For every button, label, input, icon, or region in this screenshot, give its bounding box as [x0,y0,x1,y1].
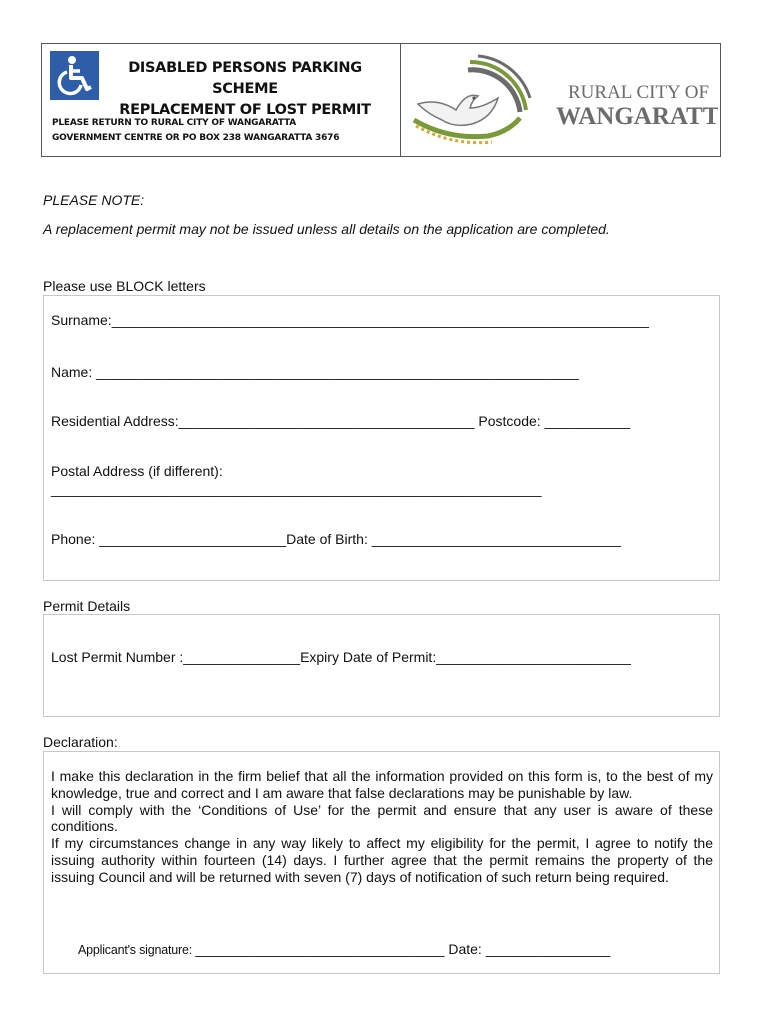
residential-address-row [51,413,630,429]
postcode-label: Postcode: [474,413,545,429]
postal-address-field[interactable]: _______________________________________________________________ [51,481,542,497]
wheelchair-icon [50,51,99,100]
block-letters-label: Please use BLOCK letters [43,278,206,294]
note-heading: PLEASE NOTE: [43,192,145,208]
permit-details-label: Permit Details [43,598,131,614]
signature-label: Applicant's signature: [78,943,196,957]
expiry-date-field[interactable]: _________________________ [436,649,631,665]
surname-field[interactable]: Surname:_____________________________________________________________________ [51,312,649,328]
residential-address-field[interactable]: ______________________________________ [178,413,475,429]
return-address [52,116,339,146]
postcode-field[interactable]: ___________ [544,413,631,429]
permit-details-box [43,614,720,717]
note-text: A replacement permit may not be issued unless all details on the application are completed. [43,221,610,237]
dob-label: Date of Birth: [286,531,372,547]
phone-label: Phone: [51,531,100,547]
name-field[interactable]: Name: ______________________________________________________________ [51,364,579,380]
lost-permit-field[interactable]: _______________ [183,649,301,665]
logo-text-bottom: WANGARATTA [556,103,718,130]
dob-field[interactable]: ________________________________ [371,531,621,547]
signature-field[interactable]: ________________________________ [195,941,445,957]
council-logo [408,52,718,150]
return-address-line2: GOVERNMENT CENTRE OR PO BOX 238 WANGARATTA 3676 [52,133,340,143]
form-title-line1: DISABLED PERSONS PARKING SCHEME [128,60,362,97]
phone-dob-row [51,531,621,547]
permit-row [51,649,631,665]
lost-permit-label: Lost Permit Number : [51,649,184,665]
phone-field[interactable]: ________________________ [99,531,287,547]
postal-address-label: Postal Address (if different): [51,463,223,479]
declaration-para-1: I make this declaration in the firm belief that all the information provided on this form is, to the best of my knowledge, true and correct and I am aware that false declarations may be punishable by law. [51,768,713,801]
date-label: Date: [444,941,486,957]
residential-address-label: Residential Address: [51,413,179,429]
council-logo-graphic [408,52,718,150]
header-divider [400,44,401,156]
declaration-label: Declaration: [43,734,118,750]
signature-row [78,941,610,957]
logo-text-top: RURAL CITY OF [568,82,710,103]
date-field[interactable]: ________________ [485,941,611,957]
declaration-text [51,768,713,886]
form-title-line2: REPLACEMENT OF LOST PERMIT [119,102,371,118]
expiry-date-label: Expiry Date of Permit: [300,649,437,665]
form-header [41,43,721,157]
form-title [100,58,390,121]
return-address-line1: PLEASE RETURN TO RURAL CITY OF WANGARATTA [52,118,297,128]
declaration-para-3: If my circumstances change in any way likely to affect my eligibility for the permit, I agree to notify the issuing authority within fourteen (14) days. I further agree that the permit remains the property of the issuing Council and will be returned with seven (7) days of notification of such return being required. [51,835,713,885]
declaration-para-2: I will comply with the ‘Conditions of Use’ for the permit and ensure that any user is aware of these conditions. [51,801,713,835]
